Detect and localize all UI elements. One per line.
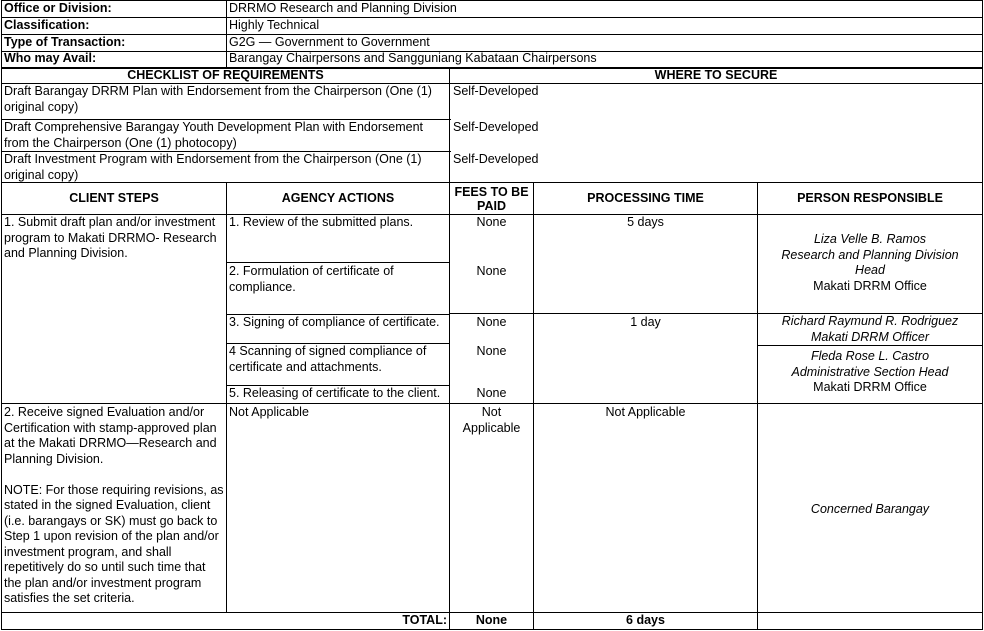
requirement-item-3: Draft Investment Program with Endorsement from the Chairperson (One (1) original copy) bbox=[4, 152, 422, 182]
processing-time-header: PROCESSING TIME bbox=[587, 190, 704, 205]
total-processing-time: 6 days bbox=[626, 613, 665, 627]
person-3-name: Fleda Rose L. Castro bbox=[810, 349, 930, 363]
classification-value: Highly Technical bbox=[229, 18, 320, 32]
person-responsible-1 bbox=[758, 232, 982, 296]
avail-value: Barangay Chairpersons and Sangguniang Kabataan Chairpersons bbox=[229, 51, 597, 65]
person-responsible-3 bbox=[758, 349, 982, 403]
requirement-where-1: Self-Developed bbox=[453, 84, 539, 98]
fee-action-2: None bbox=[476, 264, 507, 278]
client-step-1: 1. Submit draft plan and/or investment program to Makati DRRMO- Research and Planning Division. bbox=[4, 215, 217, 260]
office-label: Office or Division: bbox=[4, 1, 112, 15]
person-1-office: Makati DRRM Office bbox=[813, 278, 927, 293]
fee-action-5: None bbox=[476, 386, 507, 400]
agency-action-1: 1. Review of the submitted plans. bbox=[229, 215, 414, 229]
agency-action-2: 2. Formulation of certificate of compliance. bbox=[229, 264, 394, 294]
processing-time-5-days: 5 days bbox=[627, 215, 664, 229]
where-to-secure-header: WHERE TO SECURE bbox=[654, 68, 778, 82]
agency-action-5: 5. Releasing of certificate to the client. bbox=[229, 386, 441, 400]
person-3-title: Administrative Section Head bbox=[791, 364, 949, 379]
total-fee: None bbox=[475, 613, 508, 627]
agency-actions-header: AGENCY ACTIONS bbox=[281, 190, 395, 205]
revision-note: NOTE: For those requiring revisions, as stated in the signed Evaluation, client (i.e. barangays or SK) must go back to Step 1 upon revision of the plan and/or investment program, and shall repetitively do so until such time that the plan and/or investment program satisfies the set criteria. bbox=[4, 482, 224, 605]
agency-action-step-2: Not Applicable bbox=[229, 405, 309, 419]
person-responsible-step-2: Concerned Barangay bbox=[810, 502, 930, 516]
processing-time-step-2: Not Applicable bbox=[605, 405, 686, 419]
transaction-value: G2G — Government to Government bbox=[229, 35, 430, 49]
fees-header: FEES TO BE PAID bbox=[454, 184, 529, 213]
person-2-name: Richard Raymund R. Rodriguez bbox=[781, 314, 959, 328]
person-1-title: Research and Planning Division Head bbox=[781, 247, 959, 277]
agency-action-4: 4 Scanning of signed compliance of certificate and attachments. bbox=[229, 344, 427, 374]
client-steps-header: CLIENT STEPS bbox=[69, 190, 159, 205]
client-step-2-text: 2. Receive signed Evaluation and/or Certification with stamp-approved plan at the Makati DRRMO—Research and Planning Division. bbox=[4, 405, 217, 466]
total-label: TOTAL: bbox=[402, 613, 447, 627]
person-3-office: Makati DRRM Office bbox=[813, 380, 927, 394]
requirement-where-2: Self-Developed bbox=[453, 120, 539, 134]
agency-action-3: 3. Signing of compliance of certificate. bbox=[229, 315, 440, 329]
requirement-item-2: Draft Comprehensive Barangay Youth Development Plan with Endorsement from the Chairperson (One (1) photocopy) bbox=[4, 120, 423, 150]
person-responsible-header: PERSON RESPONSIBLE bbox=[797, 190, 943, 205]
requirement-item-1: Draft Barangay DRRM Plan with Endorsement from the Chairperson (One (1) original copy) bbox=[4, 84, 432, 114]
fee-action-1: None bbox=[476, 215, 507, 229]
checklist-header: CHECKLIST OF REQUIREMENTS bbox=[127, 68, 324, 82]
person-responsible-2 bbox=[758, 314, 982, 345]
transaction-label: Type of Transaction: bbox=[4, 35, 126, 49]
office-value: DRRMO Research and Planning Division bbox=[229, 1, 457, 15]
person-1-name: Liza Velle B. Ramos bbox=[813, 232, 927, 246]
fee-action-4: None bbox=[476, 344, 507, 358]
processing-time-1-day: 1 day bbox=[630, 315, 661, 329]
avail-label: Who may Avail: bbox=[4, 51, 97, 65]
fee-step-2: Not Applicable bbox=[462, 405, 521, 435]
classification-label: Classification: bbox=[4, 18, 90, 32]
person-2-title: Makati DRRM Officer bbox=[810, 329, 930, 344]
requirement-where-3: Self-Developed bbox=[453, 152, 539, 166]
fee-action-3: None bbox=[476, 315, 507, 329]
client-step-2 bbox=[4, 405, 225, 611]
